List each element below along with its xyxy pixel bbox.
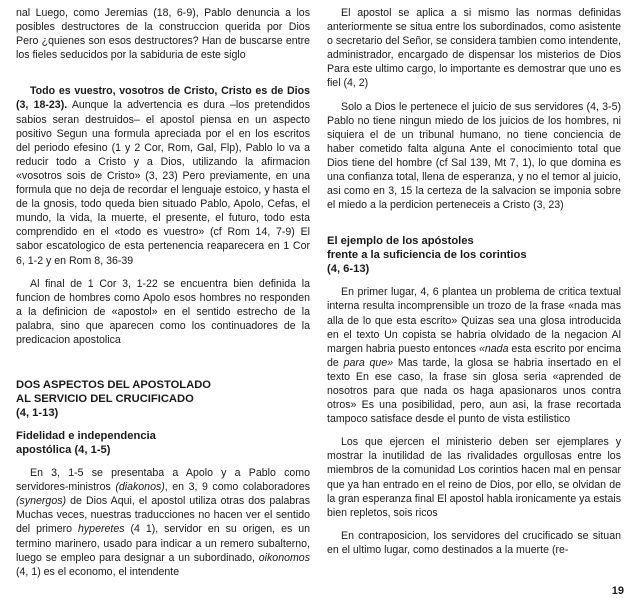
paragraph-text: Aunque la advertencia es dura –los pretendidos sabios seran destruidos– el apostol piensa en un aspecto positivo Segun una formula apreciada por el en los escritos del periodo efesino (1 y 2 Cor, Rom, Gal, Flp), Pablo lo va a reducir todo a Cristo y a Dios, utilizando la afirmacion «vosotros sois de Cristo» (3, 23) Pero previamente, en una formula que no deja de recordar el lenguaje estoico, y hasta el de la gnosis, todo queda bien situado Pablo, Apolo, Cefas, el mundo, la vida, la muerte, el presente, el futuro, todo esta comprendido en el «todo es vuestro» (cf Rom 14, 7-9) El sabor escatologico de esta pertenencia reaparecera en 1 Cor 6, 1-2 y en Rom 8, 36-39	[16, 99, 310, 267]
italic-term: hyperetes	[77, 523, 125, 536]
subsection-title-line: Fidelidad e independencia	[16, 430, 156, 443]
paragraph: Al final de 1 Cor 3, 1-22 se encuentra bien definida la funcion de hombres como Apolo esos hombres no responden a la definicion de «apostol» en el sentido estrecho de la palabra, sino que aparecen como los continuadores de la predicacion apostolica	[16, 277, 310, 346]
text-run: (4, 1) es el economo, el intendente	[16, 565, 180, 578]
italic-term: (synergos)	[16, 495, 67, 508]
subsection-title-line: frente a la suficiencia de los corintios	[327, 249, 527, 262]
italic-term: oikonomos	[258, 551, 310, 564]
subsection-reference: (4, 6-13)	[327, 263, 370, 276]
paragraph	[16, 84, 310, 267]
section-title-line: AL SERVICIO DEL CRUCIFICADO	[16, 393, 194, 406]
subsection-title-line: apostólica (4, 1-5)	[16, 444, 111, 457]
text-run: En 3, 1-5 se presentaba a Apolo y a Pablo como servidores-ministros	[16, 467, 310, 494]
text-run: esta escrito por encima de	[327, 342, 621, 369]
paragraph: nal Luego, como Jeremias (18, 6-9), Pablo denuncia a los posibles destructores de la construccion querida por Dios Pero ¿quienes son esos destructores? Han de buscarse entre los fieles seducidos por la sabiduria de este siglo	[16, 7, 310, 62]
paragraph	[16, 466, 310, 579]
paragraph: Los que ejercen el ministerio deben ser ejemplares y mostrar la inutilidad de las rivalidades orgullosas entre los miembros de la comunidad Los corintios hacen mal en pensar que ya han entrado en el reino de Dios, por ello, se olvidan de la gran esperanza final El apostol habla ironicamente ya estais bien repletos, sois ricos	[327, 436, 621, 519]
right-column	[327, 6, 621, 557]
italic-term: (diakonos)	[115, 481, 165, 494]
subsection-title	[327, 234, 621, 276]
section-title-line: DOS ASPECTOS DEL APOSTOLADO	[16, 379, 211, 392]
paragraph: El apostol se aplica a si mismo las normas definidas anteriormente se situa entre los subordinados, como asistente o secretario del Señor, se considera tambien como intendente, administrador, encargado de dispensar los misterios de Dios Para este ultimo cargo, lo importante es demostrar que uno es fiel (4, 2)	[327, 7, 621, 90]
italic-term: para que»	[343, 356, 394, 369]
text-run: , en 3, 9 como colaboradores	[164, 481, 311, 494]
section-reference: (4, 1-13)	[16, 407, 59, 420]
left-column	[16, 6, 310, 579]
text-run: Mas tarde, la glosa se habria insertado en el texto En ese caso, la frase sin glosa seria «aprended de nosotros para que nada os haga apasionaros unos contra otros» Es una posibilidad, pero, aun asi, la frase recortada tampoco satisface desde el punto de vista estilistico	[327, 356, 621, 426]
page-number: 19	[611, 585, 624, 597]
paragraph	[327, 285, 621, 426]
subsection-title-line: El ejemplo de los apóstoles	[327, 235, 474, 248]
text-run: de Dios Aqui, el apostol utiliza otras dos palabras Muchas veces, nuestras traducciones no hacen ver el sentido del primero	[16, 495, 310, 536]
text-run: (4 1), servidor en su origen, es un termino marinero, usado para indicar a un remero subalterno, luego se empleo para designar a un subordinado,	[16, 523, 311, 564]
paragraph: Solo a Dios le pertenece el juicio de sus servidores (4, 3-5) Pablo no tiene ningun miedo de los juicios de los hombres, ni siquiera el de un tribunal humano, no tiene conciencia de haber cometido falta alguna Ante el conocimiento total que Dios tiene del hombre (cf Sal 139, Mt 7, 1), lo que domina es una confianza total, llena de esperanza, y no el temor al juicio, asi como en 3, 15 la certeza de la salvacion se imponia sobre el miedo a la perdicion perteneceis a Cristo (3, 23)	[327, 100, 621, 212]
subsection-title	[16, 429, 310, 457]
paragraph-lead: Todo es vuestro, vosotros de Cristo, Cristo es de Dios (3, 18-23).	[16, 85, 310, 112]
italic-term: «nada	[479, 342, 509, 355]
text-run: En primer lugar, 4, 6 plantea un problema de critica textual interna resulta incomprensible un trozo de la frase «nada mas alla de lo que esta escrito» Quizas sea una glosa introducida en el texto Un copista se habria olvidado de la negacion Al margen habria puesto entonces	[327, 286, 621, 355]
paragraph: En contraposicion, los servidores del crucificado se situan en el ultimo lugar, como destinados a la muerte (re-	[327, 529, 621, 556]
section-title	[16, 378, 310, 420]
